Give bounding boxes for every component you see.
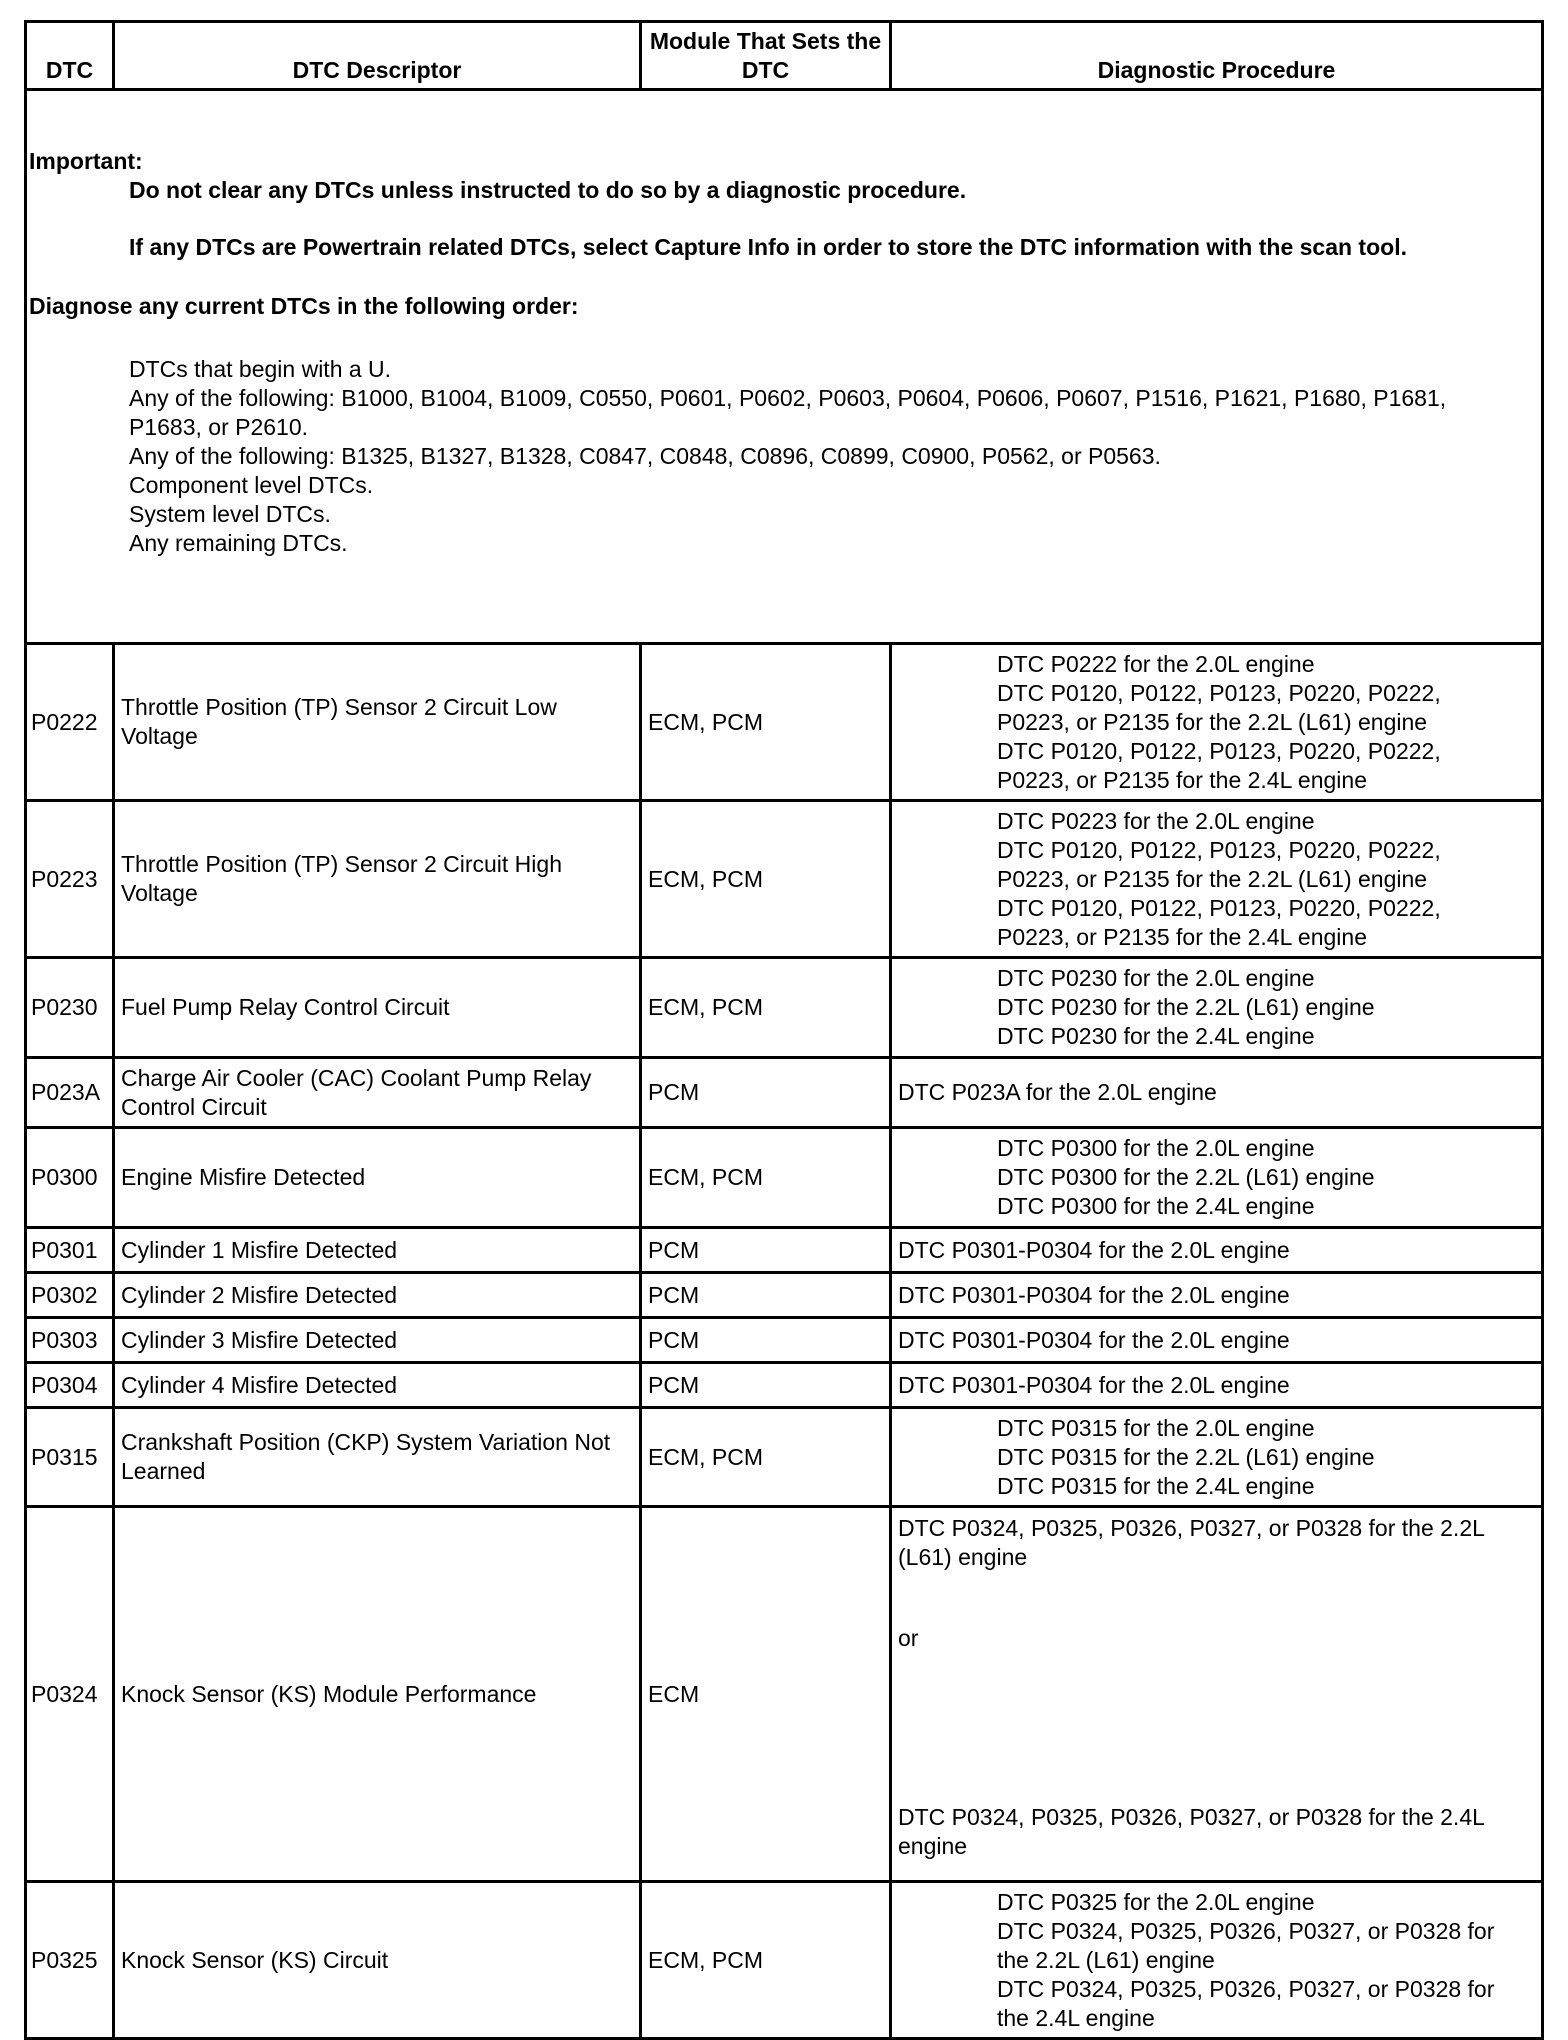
order-heading: Diagnose any current DTCs in the following order: (29, 293, 579, 319)
dtc-descriptor: Crankshaft Position (CKP) System Variation Not Learned (114, 1408, 641, 1507)
important-note-2: If any DTCs are Powertrain related DTCs, select Capture Info in order to store the DTC information with the scan tool. (129, 234, 1407, 260)
order-item: System level DTCs. (129, 501, 331, 527)
order-item: Any of the following: B1000, B1004, B1009, C0550, P0601, P0602, P0603, P0604, P0606, P0607, P1516, P1621, P1680, P1681, P1683, or P2610. (129, 385, 1447, 440)
dtc-procedure (891, 1273, 1543, 1318)
procedure-line: DTC P0324, P0325, P0326, P0327, or P0328 for the 2.4L engine (898, 1804, 1485, 1859)
order-item: Component level DTCs. (129, 472, 374, 498)
procedure-line: DTC P0300 for the 2.4L engine (997, 1193, 1315, 1219)
dtc-module: PCM (641, 1228, 891, 1273)
procedure-line: DTC P0120, P0122, P0123, P0220, P0222, P0223, or P2135 for the 2.2L (L61) engine (997, 679, 1441, 735)
dtc-procedure (891, 1228, 1543, 1273)
dtc-module: ECM (641, 1507, 891, 1882)
table-row (26, 1058, 1543, 1128)
procedure-line: DTC P0301-P0304 for the 2.0L engine (898, 1326, 1290, 1353)
procedure-line: DTC P0230 for the 2.0L engine (997, 965, 1315, 991)
dtc-code: P0324 (26, 1507, 114, 1882)
procedure-line: DTC P0301-P0304 for the 2.0L engine (898, 1281, 1290, 1308)
dtc-module: PCM (641, 1318, 891, 1363)
dtc-procedure (891, 1363, 1543, 1408)
dtc-module: ECM, PCM (641, 801, 891, 958)
procedure-line: DTC P0301-P0304 for the 2.0L engine (898, 1236, 1290, 1263)
table-row (26, 1273, 1543, 1318)
table-row (26, 1408, 1543, 1507)
procedure-line: DTC P0222 for the 2.0L engine (997, 650, 1315, 677)
dtc-descriptor: Knock Sensor (KS) Module Performance (114, 1507, 641, 1882)
dtc-code: P0223 (26, 801, 114, 958)
table-row (26, 801, 1543, 958)
order-item: DTCs that begin with a U. (129, 356, 392, 382)
dtc-descriptor: Charge Air Cooler (CAC) Coolant Pump Relay Control Circuit (114, 1058, 641, 1128)
procedure-line: DTC P0230 for the 2.4L engine (997, 1023, 1315, 1049)
dtc-descriptor: Engine Misfire Detected (114, 1128, 641, 1228)
dtc-code: P023A (26, 1058, 114, 1128)
order-item: Any of the following: B1325, B1327, B1328, C0847, C0848, C0896, C0899, C0900, P0562, or P0563. (129, 443, 1161, 469)
procedure-line: DTC P0301-P0304 for the 2.0L engine (898, 1371, 1290, 1398)
header-dtc: DTC (26, 22, 114, 90)
dtc-procedure (891, 1318, 1543, 1363)
procedure-line: DTC P0120, P0122, P0123, P0220, P0222, P0223, or P2135 for the 2.4L engine (997, 894, 1441, 950)
dtc-code: P0304 (26, 1363, 114, 1408)
procedure-line: DTC P0300 for the 2.0L engine (997, 1135, 1315, 1161)
table-row (26, 958, 1543, 1058)
procedure-line: DTC P0325 for the 2.0L engine (997, 1888, 1315, 1915)
header-row (26, 22, 1543, 90)
dtc-procedure (891, 801, 1543, 958)
dtc-module: ECM, PCM (641, 1882, 891, 2039)
procedure-line: DTC P0324, P0325, P0326, P0327, or P0328 for the 2.2L (L61) engine (898, 1515, 1485, 1570)
dtc-code: P0325 (26, 1882, 114, 2039)
dtc-module: PCM (641, 1273, 891, 1318)
dtc-code: P0303 (26, 1318, 114, 1363)
procedure-line: DTC P0223 for the 2.0L engine (997, 807, 1315, 834)
dtc-module: ECM, PCM (641, 644, 891, 801)
dtc-descriptor: Cylinder 3 Misfire Detected (114, 1318, 641, 1363)
dtc-procedure (891, 1058, 1543, 1128)
dtc-module: ECM, PCM (641, 1408, 891, 1507)
header-descriptor: DTC Descriptor (114, 22, 641, 90)
procedure-line: DTC P0315 for the 2.0L engine (997, 1414, 1315, 1441)
dtc-procedure (891, 1408, 1543, 1507)
header-module: Module That Sets the DTC (641, 22, 891, 90)
notes-row (26, 90, 1543, 644)
dtc-procedure (891, 1882, 1543, 2039)
procedure-line: DTC P0300 for the 2.2L (L61) engine (997, 1164, 1375, 1190)
dtc-procedure (891, 644, 1543, 801)
notes-cell (26, 90, 1543, 644)
procedure-line: DTC P0120, P0122, P0123, P0220, P0222, P0223, or P2135 for the 2.4L engine (997, 737, 1441, 793)
dtc-table (24, 20, 1544, 2040)
table-row (26, 1507, 1543, 1882)
table-row (26, 1882, 1543, 2039)
dtc-procedure (891, 1507, 1543, 1882)
dtc-descriptor: Knock Sensor (KS) Circuit (114, 1882, 641, 2039)
dtc-descriptor: Throttle Position (TP) Sensor 2 Circuit Low Voltage (114, 644, 641, 801)
procedure-line: DTC P0230 for the 2.2L (L61) engine (997, 994, 1375, 1020)
dtc-descriptor: Cylinder 1 Misfire Detected (114, 1228, 641, 1273)
order-item: Any remaining DTCs. (129, 530, 348, 556)
important-note-1: Do not clear any DTCs unless instructed to do so by a diagnostic procedure. (129, 177, 967, 203)
table-row (26, 644, 1543, 801)
dtc-code: P0302 (26, 1273, 114, 1318)
procedure-line: DTC P0315 for the 2.2L (L61) engine (997, 1443, 1375, 1470)
table-row (26, 1318, 1543, 1363)
table-row (26, 1228, 1543, 1273)
dtc-module: ECM, PCM (641, 1128, 891, 1228)
dtc-code: P0222 (26, 644, 114, 801)
dtc-descriptor: Fuel Pump Relay Control Circuit (114, 958, 641, 1058)
table-row (26, 1128, 1543, 1228)
dtc-descriptor: Cylinder 4 Misfire Detected (114, 1363, 641, 1408)
table-row (26, 1363, 1543, 1408)
dtc-code: P0315 (26, 1408, 114, 1507)
procedure-line: DTC P0324, P0325, P0326, P0327, or P0328 for the 2.4L engine (997, 1975, 1495, 2031)
dtc-code: P0300 (26, 1128, 114, 1228)
important-label: Important: (29, 148, 143, 174)
dtc-code: P0230 (26, 958, 114, 1058)
dtc-module: PCM (641, 1363, 891, 1408)
procedure-line: DTC P0324, P0325, P0326, P0327, or P0328 for the 2.2L (L61) engine (997, 1917, 1495, 1973)
dtc-code: P0301 (26, 1228, 114, 1273)
dtc-descriptor: Cylinder 2 Misfire Detected (114, 1273, 641, 1318)
dtc-module: ECM, PCM (641, 958, 891, 1058)
dtc-procedure (891, 1128, 1543, 1228)
header-procedure: Diagnostic Procedure (891, 22, 1543, 90)
procedure-line: DTC P0120, P0122, P0123, P0220, P0222, P0223, or P2135 for the 2.2L (L61) engine (997, 836, 1441, 892)
dtc-descriptor: Throttle Position (TP) Sensor 2 Circuit High Voltage (114, 801, 641, 958)
procedure-or: or (898, 1625, 919, 1651)
dtc-procedure (891, 958, 1543, 1058)
order-list (29, 355, 1539, 558)
procedure-line: DTC P0315 for the 2.4L engine (997, 1472, 1315, 1499)
procedure-line: DTC P023A for the 2.0L engine (898, 1079, 1217, 1105)
dtc-module: PCM (641, 1058, 891, 1128)
